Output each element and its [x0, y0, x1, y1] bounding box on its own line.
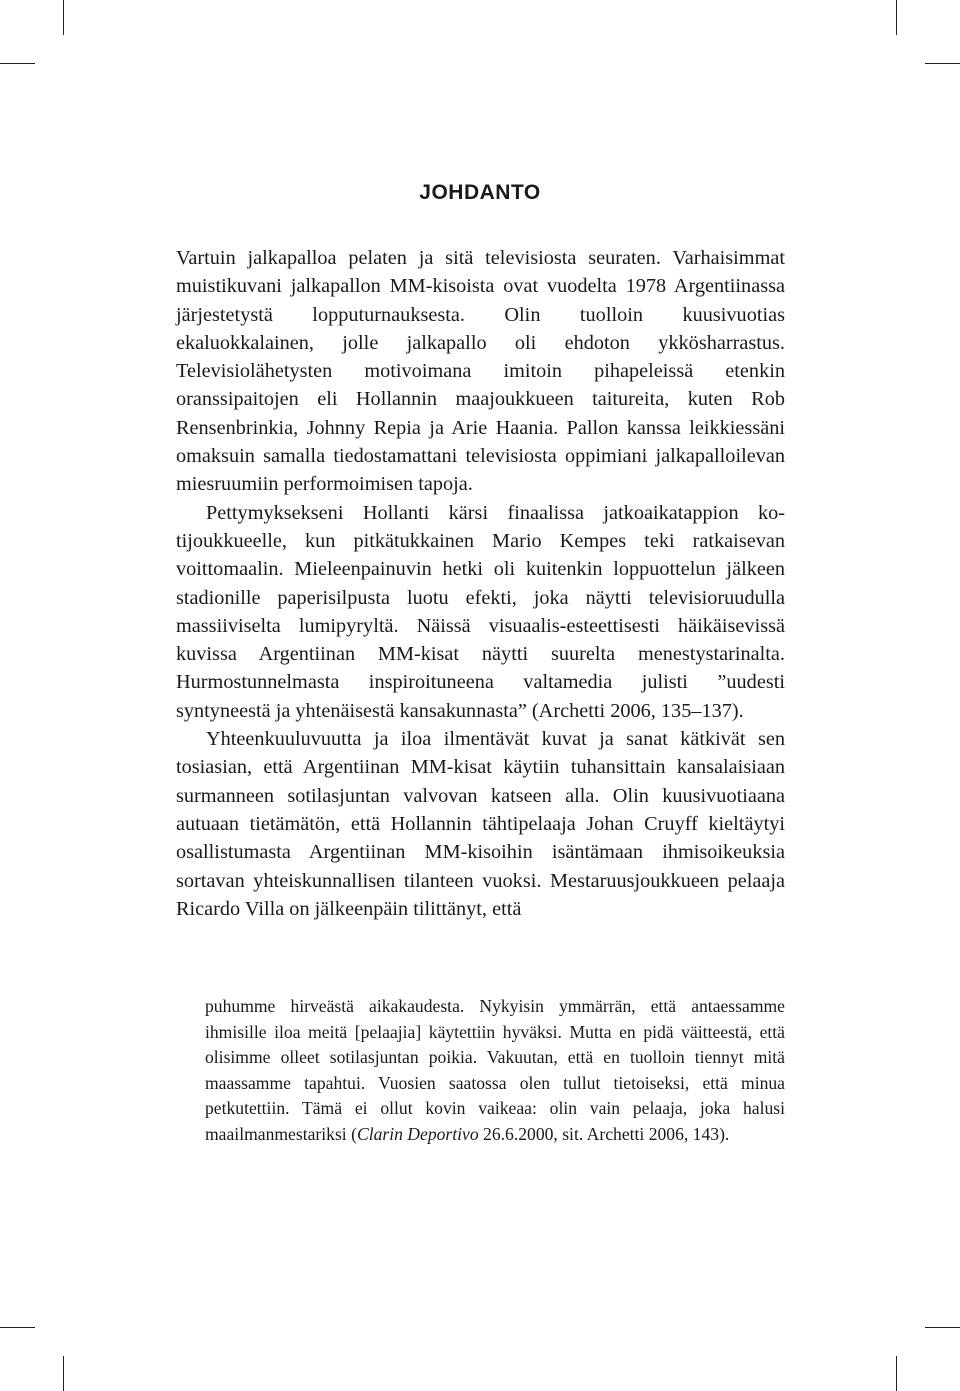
crop-mark-top-right-horizontal	[925, 63, 960, 64]
chapter-heading: JOHDANTO	[419, 181, 541, 204]
quote-text: puhumme hirveästä aikakaudesta. Nykyisin ymmärrän, että antaessamme ihmisille iloa meitä [pelaajia] käytettiin hyväksi. Mutta en pidä väitteestä, että olisimme olleet sotilasjuntan poikia. Vakuutan, että en tuolloin tiennyt mitä maassamme tapahtui. Vuosien saatossa olen tullut tietoiseksi, että minua petkutettiin. Tämä ei ollut kovin vaikeaa: olin vain pelaaja, joka halusi maailmanmestariksi (	[205, 996, 785, 1144]
paragraph-2: Pettymyksekseni Hollanti kärsi finaalissa jatkoaikatappion kotijoukkueelle, kun pitkätukkainen Mario Kempes teki ratkaisevan voittomaalin. Mieleenpainuvin hetki oli kuitenkin loppuottelun jälkeen stadionille paperisilpusta luotu efekti, joka näytti televisioruudulla massiiviselta lumipyryltä. Näissä visuaalis-esteettisesti häikäisevissä kuvissa Argentiinan MM-kisat näytti suurelta menestystarinalta. Hurmostunnelmasta inspiroituneena valtamedia julisti ”uudesti syntyneestä ja yhtenäisestä kansakunnasta” (Archetti 2006, 135–137).	[176, 501, 785, 722]
crop-mark-top-left-horizontal	[0, 63, 35, 64]
quote-citation: 26.6.2000, sit. Archetti 2006, 143).	[478, 1123, 730, 1144]
crop-mark-top-right-vertical	[896, 0, 897, 35]
crop-mark-bottom-left-vertical	[63, 1356, 64, 1391]
paragraph-3: Yhteenkuuluvuutta ja iloa ilmentävät kuvat ja sanat kätkivät sen tosiasian, että Argentiinan MM-kisat käytiin tuhansittain kansalaisiaan surmanneen sotilasjuntan valvovan katseen alla. Olin kuusivuotiaana autuaan tietämätön, että Hollannin tähtipelaaja Johan Cruyff kieltäytyi osallistumasta Argentiinan MM-kisoihin isäntämaan ihmisoikeuksia sortavan yhteiskunnallisen tilanteen vuoksi. Mestaruusjoukkueen pelaaja Ricardo Villa on jälkeenpäin tilittänyt, että	[176, 728, 785, 920]
paragraph-1: Vartuin jalkapalloa pelaten ja sitä televisiosta seuraten. Varhaisimmat muistikuvani jalkapallon MM-kisoista ovat vuodelta 1978 Argentiinassa järjestetystä lopputurnauksesta. Olin tuolloin kuusivuotias ekaluokkalainen, jolle jalkapallo oli ehdoton ykkösharrastus. Televisiolähetysten motivoimana imitoin pihapeleissä etenkin oranssipaitojen eli Hollannin maajoukkueen taitureita, kuten Rob Rensenbrinkia, Johnny Repia ja Arie Haania. Pallon kanssa leikkiessäni omaksuin samalla tiedostamattani televisiosta oppimiani jalkapalloilevan miesruumiin performoimisen tapoja.	[176, 247, 785, 496]
block-quote	[205, 994, 785, 1147]
crop-mark-bottom-right-vertical	[896, 1356, 897, 1391]
crop-mark-bottom-right-horizontal	[925, 1327, 960, 1328]
quote-source-title: Clarin Deportivo	[356, 1123, 479, 1144]
crop-mark-top-left-vertical	[63, 0, 64, 35]
crop-mark-bottom-left-horizontal	[0, 1327, 35, 1328]
body-text	[176, 244, 785, 923]
